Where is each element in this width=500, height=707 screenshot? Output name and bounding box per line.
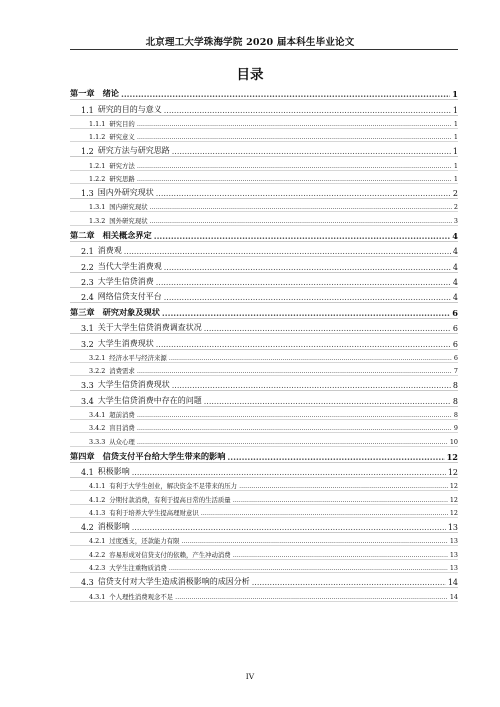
toc-entry-title: 国外研究现状 <box>109 216 148 225</box>
toc-entry-title: 关于大学生信贷消费调查状况 <box>97 323 202 333</box>
toc-entry-page: 12 <box>446 451 458 462</box>
toc-entry-page: 14 <box>447 578 458 588</box>
toc-entry-number: 1.1.2 <box>89 133 106 142</box>
toc-entry-level-3[interactable] <box>70 420 458 433</box>
toc-entry-level-3[interactable] <box>70 157 458 170</box>
toc-dot-leader <box>132 523 446 532</box>
toc-entry-level-1[interactable] <box>70 447 458 463</box>
toc-entry-level-2[interactable] <box>70 319 458 334</box>
toc-entry-page: 12 <box>449 482 458 491</box>
header-rule <box>70 49 458 50</box>
toc-entry-page: 1 <box>453 161 458 170</box>
toc-entry-number: 1.3 <box>81 189 94 199</box>
toc-entry-page: 13 <box>449 537 458 546</box>
toc-entry-title: 有利于大学生创业，解决资金不足带来的压力 <box>109 482 238 491</box>
toc-title: 目录 <box>236 67 264 83</box>
toc-entry-level-3[interactable] <box>70 505 458 518</box>
toc-entry-level-3[interactable] <box>70 491 458 504</box>
toc-entry-level-2[interactable] <box>70 463 458 478</box>
toc-entry-number: 4.3 <box>81 578 94 588</box>
toc-entry-title: 研究的目的与意义 <box>97 104 162 114</box>
toc-entry-number: 4.3.1 <box>89 592 106 601</box>
toc-dot-leader <box>175 593 448 601</box>
toc-dot-leader <box>162 308 450 318</box>
toc-entry-page: 12 <box>447 468 458 478</box>
toc-entry-number: 第四章 <box>70 450 95 461</box>
toc-entry-page: 12 <box>449 508 458 517</box>
toc-entry-page: 2 <box>453 203 458 212</box>
toc-dot-leader <box>137 162 452 170</box>
toc-entry-level-2[interactable] <box>70 376 458 391</box>
toc-dot-leader <box>156 340 451 349</box>
toc-dot-leader <box>124 247 451 256</box>
toc-entry-number: 4.2.1 <box>89 537 106 546</box>
toc-entry-title: 大学生信贷消费中存在的问题 <box>97 395 202 405</box>
toc-entry-title: 大学生消费现状 <box>97 338 154 348</box>
toc-dot-leader <box>156 278 451 287</box>
toc-entry-page: 3 <box>453 216 458 225</box>
toc-entry-number: 3.2.2 <box>89 367 106 376</box>
toc-entry-title: 国内外研究现状 <box>97 188 154 198</box>
toc-entry-page: 13 <box>449 550 458 559</box>
toc-entry-number: 第三章 <box>70 307 95 318</box>
toc-dot-leader <box>137 120 452 128</box>
toc-entry-page: 4 <box>452 231 458 242</box>
toc-entry-title: 研究对象及现状 <box>102 307 160 318</box>
toc-dot-leader <box>233 496 448 504</box>
toc-entry-page: 13 <box>449 564 458 573</box>
toc-entry-number: 4.2.3 <box>89 564 106 573</box>
toc-entry-number: 3.3.3 <box>89 437 106 446</box>
toc-entry-title: 研究目的 <box>109 119 135 128</box>
toc-entry-page: 4 <box>452 247 458 257</box>
toc-entry-page: 6 <box>453 353 458 362</box>
toc-entry-title: 大学生注重物质消费 <box>109 564 167 573</box>
toc-entry-title: 消费观 <box>97 246 122 256</box>
toc-dot-leader <box>156 189 451 198</box>
toc-entry-level-2[interactable] <box>70 518 458 533</box>
toc-entry-title: 有利于培养大学生提高理财意识 <box>109 508 199 517</box>
toc-entry-level-3[interactable] <box>70 171 458 184</box>
toc-entry-page: 8 <box>452 381 458 391</box>
toc-entry-number: 1.2.2 <box>89 174 106 183</box>
toc-entry-number: 2.3 <box>81 277 94 287</box>
toc-entry-number: 3.4 <box>81 396 94 406</box>
toc-entry-level-1[interactable] <box>70 84 458 100</box>
toc-dot-leader <box>137 175 452 183</box>
toc-entry-title: 研究意义 <box>109 133 135 142</box>
toc-entry-page: 1 <box>452 147 458 157</box>
toc-entry-title: 相关概念界定 <box>102 230 152 241</box>
toc-entry-level-1[interactable] <box>70 303 458 319</box>
table-of-contents <box>70 84 458 602</box>
toc-entry-page: 8 <box>453 410 458 419</box>
toc-entry-number: 4.2 <box>81 523 94 533</box>
toc-entry-number: 4.1.1 <box>89 482 106 491</box>
toc-entry-number: 4.2.2 <box>89 550 106 559</box>
toc-dot-leader <box>233 551 448 559</box>
toc-dot-leader <box>204 324 451 333</box>
toc-entry-number: 1.3.2 <box>89 216 106 225</box>
toc-entry-title: 消极影响 <box>97 522 130 532</box>
toc-entry-number: 4.1.2 <box>89 495 106 504</box>
toc-entry-page: 12 <box>449 495 458 504</box>
toc-dot-leader <box>227 452 444 462</box>
toc-entry-title: 消费需求 <box>109 367 135 376</box>
toc-dot-leader <box>169 564 448 572</box>
toc-entry-number: 3.4.2 <box>89 424 106 433</box>
page-number: IV <box>245 672 255 681</box>
toc-entry-level-2[interactable] <box>70 242 458 257</box>
toc-entry-page: 4 <box>452 262 458 272</box>
toc-entry-number: 3.1 <box>81 324 94 334</box>
toc-dot-leader <box>201 509 448 517</box>
toc-entry-title: 绪论 <box>102 88 119 99</box>
toc-entry-number: 1.2.1 <box>89 161 106 170</box>
toc-entry-title: 超前消费 <box>109 410 135 419</box>
toc-entry-page: 2 <box>452 189 458 199</box>
toc-entry-page: 14 <box>449 592 458 601</box>
toc-entry-number: 1.2 <box>81 147 94 157</box>
toc-dot-leader <box>172 147 451 156</box>
toc-entry-number: 2.2 <box>81 262 94 272</box>
toc-entry-number: 3.2 <box>81 339 94 349</box>
toc-entry-page: 6 <box>452 324 458 334</box>
toc-dot-leader <box>252 578 446 587</box>
toc-entry-page: 8 <box>452 396 458 406</box>
toc-entry-level-2[interactable] <box>70 288 458 303</box>
toc-entry-title: 信贷支付平台给大学生带来的影响 <box>102 450 226 461</box>
toc-entry-level-3[interactable] <box>70 433 458 446</box>
toc-entry-title: 经济水平与经济来源 <box>109 353 167 362</box>
toc-entry-title: 从众心理 <box>109 437 135 446</box>
toc-entry-page: 6 <box>452 308 458 319</box>
toc-entry-title: 当代大学生消费观 <box>97 261 162 271</box>
toc-entry-number: 1.1.1 <box>89 119 106 128</box>
toc-entry-page: 10 <box>449 437 458 446</box>
toc-entry-title: 个人理性消费观念不足 <box>109 592 174 601</box>
toc-entry-page: 1 <box>453 119 458 128</box>
toc-dot-leader <box>137 133 452 141</box>
toc-dot-leader <box>137 367 452 375</box>
toc-entry-title: 积极影响 <box>97 467 130 477</box>
toc-entry-number: 3.4.1 <box>89 410 106 419</box>
toc-entry-number: 2.1 <box>81 247 94 257</box>
toc-entry-number: 3.2.1 <box>89 353 106 362</box>
toc-entry-title: 分期付款消费，有利于提高日常的生活质量 <box>109 495 231 504</box>
toc-entry-number: 4.1.3 <box>89 508 106 517</box>
toc-dot-leader <box>154 231 451 241</box>
running-header: 北京理工大学珠海学院 2020 届本科生毕业论文 <box>145 37 355 48</box>
toc-entry-level-2[interactable] <box>70 273 458 288</box>
toc-entry-title: 容易形成对信贷支付的依赖，产生冲动消费 <box>109 550 231 559</box>
toc-entry-level-2[interactable] <box>70 334 458 349</box>
toc-entry-level-3[interactable] <box>70 212 458 225</box>
toc-entry-title: 信贷支付对大学生造成消极影响的成因分析 <box>97 577 250 587</box>
toc-dot-leader <box>204 397 451 406</box>
toc-dot-leader <box>137 411 452 419</box>
toc-entry-page: 1 <box>452 89 458 100</box>
toc-entry-level-1[interactable] <box>70 226 458 242</box>
toc-entry-level-2[interactable] <box>70 257 458 272</box>
toc-entry-number: 第一章 <box>70 88 95 99</box>
toc-entry-level-3[interactable] <box>70 199 458 212</box>
toc-dot-leader <box>150 217 452 225</box>
toc-entry-page: 13 <box>447 523 458 533</box>
toc-entry-number: 1.3.1 <box>89 203 106 212</box>
toc-entry-title: 大学生信贷消费现状 <box>97 380 170 390</box>
toc-dot-leader <box>121 89 450 99</box>
toc-entry-level-2[interactable] <box>70 573 458 588</box>
toc-entry-level-3[interactable] <box>70 350 458 363</box>
toc-entry-title: 研究方法 <box>109 161 135 170</box>
toc-entry-level-3[interactable] <box>70 478 458 491</box>
toc-entry-level-3[interactable] <box>70 533 458 546</box>
toc-entry-page: 1 <box>452 105 458 115</box>
toc-dot-leader <box>137 424 452 432</box>
toc-entry-level-2[interactable] <box>70 100 458 115</box>
toc-dot-leader <box>164 263 451 272</box>
toc-entry-page: 1 <box>453 174 458 183</box>
toc-entry-level-3[interactable] <box>70 407 458 420</box>
toc-entry-title: 盲目消费 <box>109 424 135 433</box>
toc-entry-page: 1 <box>453 133 458 142</box>
toc-entry-level-2[interactable] <box>70 391 458 406</box>
toc-dot-leader <box>182 537 448 545</box>
toc-entry-level-3[interactable] <box>70 116 458 129</box>
toc-entry-number: 3.3 <box>81 381 94 391</box>
toc-entry-level-3[interactable] <box>70 363 458 376</box>
toc-entry-title: 大学生信贷消费 <box>97 276 154 286</box>
toc-dot-leader <box>137 438 448 446</box>
toc-entry-page: 4 <box>452 277 458 287</box>
toc-entry-level-3[interactable] <box>70 129 458 142</box>
toc-entry-title: 研究方法与研究思路 <box>97 146 170 156</box>
toc-entry-level-3[interactable] <box>70 546 458 559</box>
toc-entry-page: 4 <box>452 292 458 302</box>
toc-entry-page: 6 <box>452 339 458 349</box>
toc-entry-number: 1.1 <box>81 105 94 115</box>
toc-entry-page: 9 <box>453 424 458 433</box>
toc-entry-number: 第二章 <box>70 230 95 241</box>
toc-dot-leader <box>150 203 452 211</box>
toc-entry-level-2[interactable] <box>70 142 458 157</box>
toc-dot-leader <box>164 106 451 115</box>
toc-dot-leader <box>172 381 451 390</box>
toc-dot-leader <box>164 293 451 302</box>
toc-dot-leader <box>169 354 452 362</box>
toc-entry-level-2[interactable] <box>70 184 458 199</box>
toc-entry-title: 过度透支，还款能力有限 <box>109 537 180 546</box>
toc-entry-title: 国内研究现状 <box>109 203 148 212</box>
toc-dot-leader <box>239 482 448 490</box>
toc-entry-number: 2.4 <box>81 292 94 302</box>
toc-entry-title: 研究思路 <box>109 174 135 183</box>
toc-entry-page: 7 <box>453 367 458 376</box>
toc-entry-number: 4.1 <box>81 468 94 478</box>
toc-entry-level-3[interactable] <box>70 560 458 573</box>
toc-entry-title: 网络信贷支付平台 <box>97 291 162 301</box>
toc-dot-leader <box>132 468 446 477</box>
toc-entry-level-3[interactable] <box>70 588 458 601</box>
